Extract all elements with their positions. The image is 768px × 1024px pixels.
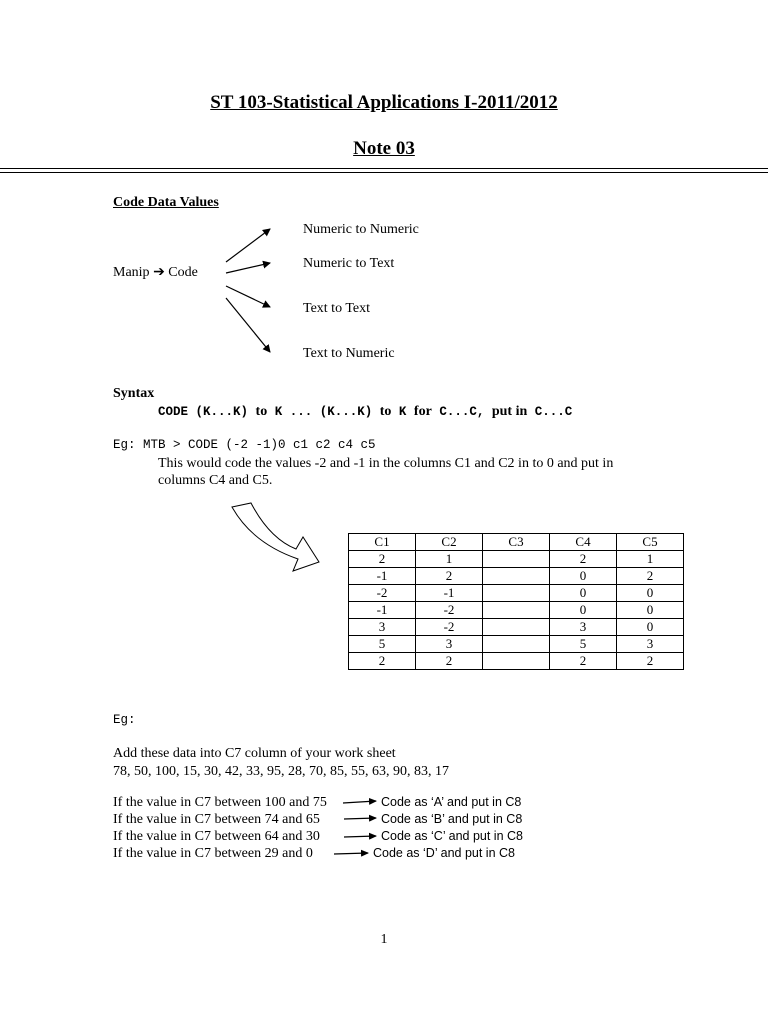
- table-header-cell: C3: [483, 534, 550, 551]
- branch-numeric-to-text: Numeric to Text: [303, 256, 395, 271]
- rule-action-c: Code as ‘C’ and put in C8: [381, 829, 523, 843]
- example-explanation-line1: This would code the values -2 and -1 in the columns C1 and C2 in to 0 and put in: [158, 456, 614, 471]
- table-cell: 0: [617, 602, 684, 619]
- rule-condition-d: If the value in C7 between 29 and 0: [113, 846, 313, 861]
- manip-label: Manip: [113, 265, 150, 280]
- table-cell: 5: [349, 636, 416, 653]
- code-section-heading: Code Data Values: [113, 195, 219, 210]
- table-cell: -2: [416, 602, 483, 619]
- rule-condition-a: If the value in C7 between 100 and 75: [113, 795, 327, 810]
- syntax-line: CODE (K...K) to K ... (K...K) to K for C...C, put in C...C: [158, 404, 573, 419]
- table-cell: 3: [550, 619, 617, 636]
- table-header-cell: C2: [416, 534, 483, 551]
- document-title: ST 103-Statistical Applications I-2011/2012: [210, 92, 558, 113]
- example-command: Eg: MTB > CODE (-2 -1)0 c1 c2 c4 c5: [113, 438, 376, 452]
- table-cell: 0: [617, 619, 684, 636]
- rule-arrow-b: [344, 818, 376, 819]
- example-explanation-line2: columns C4 and C5.: [158, 473, 273, 488]
- table-cell: 0: [617, 585, 684, 602]
- table-cell: 2: [550, 551, 617, 568]
- rule-condition-b: If the value in C7 between 74 and 65: [113, 812, 320, 827]
- example2-label: Eg:: [113, 713, 136, 727]
- table-cell: 2: [416, 568, 483, 585]
- table-cell: -1: [349, 602, 416, 619]
- table-cell: 2: [349, 551, 416, 568]
- table-header-cell: C4: [550, 534, 617, 551]
- table-cell: -2: [349, 585, 416, 602]
- table-cell: 5: [550, 636, 617, 653]
- example2-values: 78, 50, 100, 15, 30, 42, 33, 95, 28, 70, 85, 55, 63, 90, 83, 17: [113, 764, 449, 779]
- table-cell: 0: [550, 602, 617, 619]
- table-cell: 2: [349, 653, 416, 670]
- table-cell: -1: [416, 585, 483, 602]
- table-cell: 3: [617, 636, 684, 653]
- table-cell: 3: [416, 636, 483, 653]
- table-cell: 3: [349, 619, 416, 636]
- table-cell: 0: [550, 585, 617, 602]
- table-cell: -2: [416, 619, 483, 636]
- branch-text-to-numeric: Text to Numeric: [303, 346, 395, 361]
- rule-arrow-c: [344, 836, 376, 837]
- example2-instruction: Add these data into C7 column of your work sheet: [113, 746, 396, 761]
- table-cell: 2: [617, 568, 684, 585]
- table-cell: 2: [416, 653, 483, 670]
- table-cell: 2: [550, 653, 617, 670]
- page-number: 1: [380, 932, 388, 947]
- rule-action-b: Code as ‘B’ and put in C8: [381, 812, 523, 826]
- table-cell: 2: [617, 653, 684, 670]
- table-header-cell: C5: [617, 534, 684, 551]
- table-cell: 1: [617, 551, 684, 568]
- table-cell: -1: [349, 568, 416, 585]
- rule-action-d: Code as ‘D’ and put in C8: [373, 846, 515, 860]
- right-arrow-icon: ➔: [153, 265, 165, 280]
- note-number: Note 03: [353, 138, 415, 159]
- table-cell: 0: [550, 568, 617, 585]
- rule-arrow-a: [343, 801, 376, 803]
- syntax-heading: Syntax: [113, 386, 155, 401]
- branch-numeric-to-numeric: Numeric to Numeric: [303, 222, 419, 237]
- rule-action-a: Code as ‘A’ and put in C8: [381, 795, 522, 809]
- rule-arrow-d: [334, 853, 368, 854]
- table-header-cell: C1: [349, 534, 416, 551]
- branch-text-to-text: Text to Text: [303, 301, 370, 316]
- table-cell: 1: [416, 551, 483, 568]
- code-label: Code: [168, 265, 198, 280]
- rule-condition-c: If the value in C7 between 64 and 30: [113, 829, 320, 844]
